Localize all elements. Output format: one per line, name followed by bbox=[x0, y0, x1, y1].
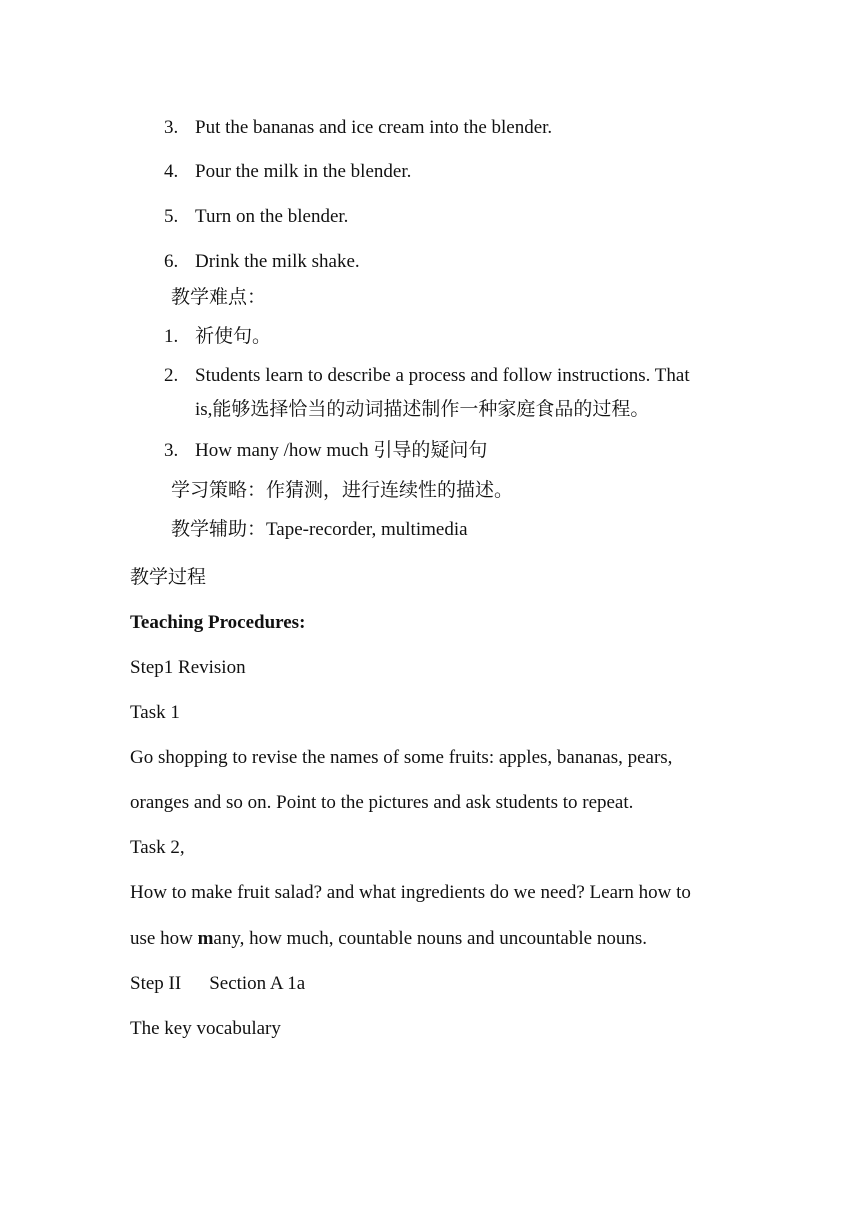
difficulty-number: 1. bbox=[164, 326, 179, 347]
step-text: Put the bananas and ice cream into the blender. bbox=[195, 117, 553, 138]
task1-label: Task 1 bbox=[130, 702, 180, 723]
difficulty-text-line2: is,能够选择恰当的动词描述制作一种家庭食品的过程。 bbox=[195, 399, 650, 420]
procedures-heading: Teaching Procedures: bbox=[130, 612, 306, 633]
step2-heading bbox=[130, 972, 305, 996]
difficulty-number: 3. bbox=[164, 440, 179, 461]
step2-label: Step II bbox=[130, 973, 182, 994]
step-text: Turn on the blender. bbox=[195, 206, 349, 227]
step2-section: Section A 1a bbox=[209, 973, 306, 994]
task1-line1: Go shopping to revise the names of some fruits: apples, bananas, pears, bbox=[130, 747, 673, 768]
task2-label: Task 2, bbox=[130, 837, 185, 858]
step-text: Drink the milk shake. bbox=[195, 251, 360, 272]
task2-line2-start: use how bbox=[130, 928, 198, 949]
difficulty-heading: 教学难点： bbox=[171, 287, 267, 308]
task2-line2 bbox=[130, 927, 647, 951]
difficulty-text-line1: Students learn to describe a process and follow instructions. That bbox=[195, 365, 690, 386]
task2-line1: How to make fruit salad? and what ingredients do we need? Learn how to bbox=[130, 882, 691, 903]
difficulty-number: 2. bbox=[164, 365, 179, 386]
step-number: 4. bbox=[164, 161, 179, 182]
step-text: Pour the milk in the blender. bbox=[195, 161, 412, 182]
key-vocabulary-heading: The key vocabulary bbox=[130, 1018, 281, 1039]
step1-heading: Step1 Revision bbox=[130, 657, 246, 678]
step-number: 3. bbox=[164, 117, 179, 138]
difficulty-text: How many /how much 引导的疑问句 bbox=[195, 440, 488, 461]
step-number: 6. bbox=[164, 251, 179, 272]
step-number: 5. bbox=[164, 206, 179, 227]
process-heading: 教学过程 bbox=[130, 567, 207, 588]
difficulty-text: 祈使句。 bbox=[195, 326, 272, 347]
teaching-aids: 教学辅助：Tape-recorder, multimedia bbox=[171, 519, 468, 540]
task1-line2: oranges and so on. Point to the pictures and ask students to repeat. bbox=[130, 792, 634, 813]
task2-bold-letter: m bbox=[197, 928, 214, 949]
task2-line2-end: any, how much, countable nouns and uncountable nouns. bbox=[213, 928, 647, 949]
learning-strategy: 学习策略：作猜测，进行连续性的描述。 bbox=[171, 480, 514, 501]
